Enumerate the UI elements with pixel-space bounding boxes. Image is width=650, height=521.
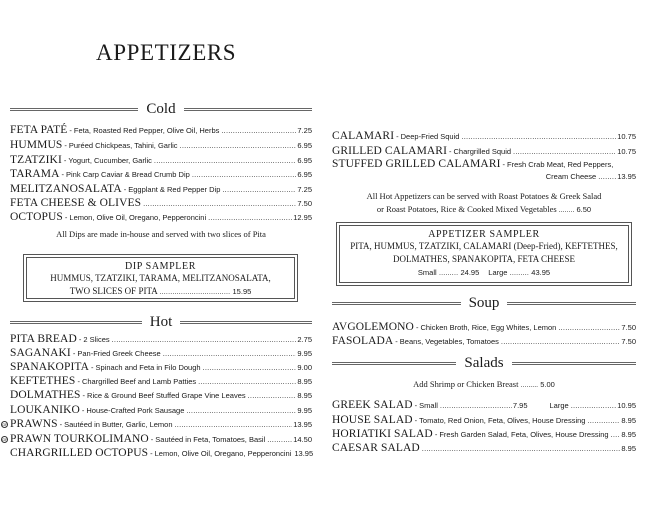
menu-item-feta-cheese-olives: FETA CHEESE & OLIVES ..... 7.50 (10, 196, 312, 211)
menu-item-greek-salad: GREEK SALAD - Small ..... 7.95 Large ..... 10.95 (332, 398, 636, 413)
dip-sampler-line1: HUMMUS, TZATZIKI, TARAMA, MELITZANOSALATA, (50, 273, 271, 283)
salads-note-price: 5.00 (540, 380, 555, 389)
menu-item-prawns: PRAWNS - Sautéed in Butter, Garlic, Lemon ..... 13.95 (10, 417, 312, 432)
menu-item-house-salad: HOUSE SALAD - Tomato, Red Onion, Feta, Olives, House Dressing ..... 8.95 (332, 413, 636, 428)
menu-item-keftethes: KEFTETHES - Chargrilled Beef and Lamb Patties ..... 8.95 (10, 374, 312, 389)
menu-item-tarama: TARAMA - Pink Carp Caviar & Bread Crumb Dip ..... 6.95 (10, 167, 312, 182)
salads-note: Add Shrimp or Chicken Breast ......... 5.00 (413, 379, 555, 389)
hot-note-line1: All Hot Appetizers can be served with Roast Potatoes & Greek Salad (366, 191, 602, 201)
section-cold-label: Cold (146, 101, 176, 117)
menu-item-stuffed-grilled-calamari-cont: Cream Cheese ..... 13.95 (332, 169, 636, 184)
menu-item-grilled-calamari: GRILLED CALAMARI - Chargrilled Squid ..... 10.75 (332, 144, 636, 159)
dip-sampler-price: 15.95 (232, 287, 252, 296)
section-hot-header (10, 314, 312, 331)
menu-item-tzatziki: TZATZIKI - Yogurt, Cucumber, Garlic ..... 6.95 (10, 153, 312, 168)
section-salads-label: Salads (464, 355, 504, 371)
appetizer-sampler-line2: DOLMATHES, SPANAKOPITA, FETA CHEESE (393, 254, 575, 264)
menu-item-hummus: HUMMUS - Puréed Chickpeas, Tahini, Garlic ..... 6.95 (10, 138, 312, 153)
page-title: APPETIZERS (96, 40, 237, 65)
menu-item-melitzanosalata: MELITZANOSALATA - Eggplant & Red Pepper Dip ..... 7.25 (10, 182, 312, 197)
menu-item-dolmathes: DOLMATHES - Rice & Ground Beef Stuffed Grape Vine Leaves ..... 8.95 (10, 388, 312, 403)
section-soup-label: Soup (468, 295, 500, 311)
section-hot-label: Hot (149, 314, 173, 330)
appetizer-sampler-box (336, 222, 632, 286)
hot-note-line2: or Roast Potatoes, Rice & Cooked Mixed Vegetables ........ 6.50 (376, 204, 592, 214)
menu-item-avgolemono: AVGOLEMONO - Chicken Broth, Rice, Egg Whites, Lemon ..... 7.50 (332, 320, 636, 335)
menu-item-prawn-tourkolimano: PRAWN TOURKOLIMANO - Sautéed in Feta, Tomatoes, Basil ..... 14.50 (10, 432, 312, 447)
appetizer-sampler-title: APPETIZER SAMPLER (428, 229, 540, 240)
gluten-free-icon: GF (2, 422, 8, 427)
menu-item-calamari: CALAMARI - Deep-Fried Squid ..... 10.75 (332, 129, 636, 144)
dip-sampler-line2: TWO SLICES OF PITA ................................. 15.95 (69, 286, 252, 296)
cold-note: All Dips are made in-house and served with two slices of Pita (56, 229, 266, 239)
menu-item-fasolada: FASOLADA - Beans, Vegetables, Tomatoes ..... 7.50 (332, 334, 636, 349)
dip-sampler-box (23, 254, 298, 302)
menu-item-chargrilled-octopus: CHARGRILLED OCTOPUS - Lemon, Olive Oil, Oregano, Pepperoncini 13.95 (10, 447, 314, 459)
appetizer-sampler-line1: PITA, HUMMUS, TZATZIKI, CALAMARI (Deep-Fried), KEFTETHES, (350, 241, 618, 251)
hot-note-price: 6.50 (576, 205, 592, 214)
section-soup-header (332, 295, 636, 312)
menu-item-loukaniko: LOUKANIKO - House-Crafted Pork Sausage ..... 9.95 (10, 403, 312, 418)
section-cold-header (10, 101, 312, 118)
menu-item-caesar-salad: CAESAR SALAD ..... 8.95 (332, 441, 636, 456)
menu-item-pita-bread: PITA BREAD - 2 Slices ..... 2.75 (10, 332, 312, 347)
menu-item-horiatiki-salad: HORIATIKI SALAD - Fresh Garden Salad, Feta, Olives, House Dressing ..... 8.95 (332, 427, 636, 442)
menu-item-saganaki: SAGANAKI - Pan-Fried Greek Cheese ..... 9.95 (10, 346, 312, 361)
menu-item-octopus: OCTOPUS - Lemon, Olive Oil, Oregano, Pepperoncini ..... 12.95 (10, 210, 312, 225)
dip-sampler-title: DIP SAMPLER (125, 261, 196, 272)
gluten-free-icon: GF (2, 437, 8, 442)
appetizer-sampler-prices: Small ......... 24.95 Large ......... 43.95 (417, 268, 551, 277)
menu-item-stuffed-grilled-calamari: STUFFED GRILLED CALAMARI - Fresh Crab Meat, Red Peppers, (332, 158, 614, 170)
menu-item-feta-pate: FETA PATÉ - Feta, Roasted Red Pepper, Olive Oil, Herbs ..... 7.25 (10, 123, 312, 138)
menu-item-spanakopita: SPANAKOPITA - Spinach and Feta in Filo Dough ..... 9.00 (10, 360, 312, 375)
section-salads-header (332, 355, 636, 372)
